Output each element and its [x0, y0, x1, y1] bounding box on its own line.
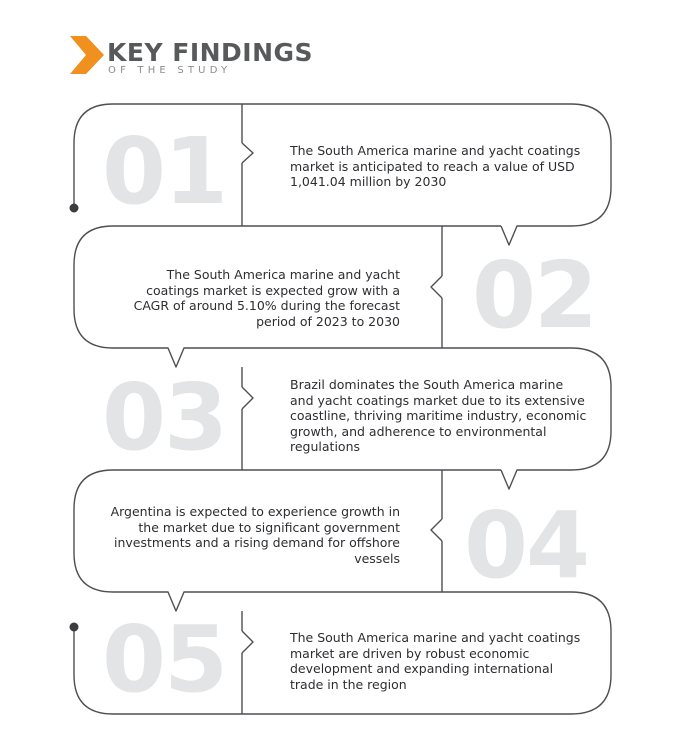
page-title: KEY FINDINGS	[107, 38, 314, 67]
finding-number-05: 05	[102, 606, 227, 713]
finding-text-05: The South America marine and yacht coatings market are driven by robust economic development and expanding international trade in the region	[290, 630, 581, 692]
finding-text-03: Brazil dominates the South America marine and yacht coatings market due to its extensive coastline, thriving maritime industry, economic growth, and adherence to environmental regulations	[290, 377, 587, 454]
start-dot	[70, 204, 79, 213]
end-dot	[70, 623, 79, 632]
finding-number-02: 02	[472, 242, 597, 349]
finding-number-03: 03	[102, 364, 227, 471]
finding-number-04: 04	[464, 492, 589, 599]
finding-text-01: The South America marine and yacht coatings market is anticipated to reach a value of USD 1,041.04 million by 2030	[290, 143, 581, 189]
finding-text-02: The South America marine and yacht coatings market is expected grow with a CAGR of around 5.10% during the forecast period of 2023 to 2030	[133, 267, 400, 329]
finding-text-04: Argentina is expected to experience growth in the market due to significant government investments and a rising demand for offshore vessels	[110, 504, 400, 566]
finding-number-01: 01	[102, 118, 227, 225]
page-subtitle: OF THE STUDY	[108, 65, 232, 76]
